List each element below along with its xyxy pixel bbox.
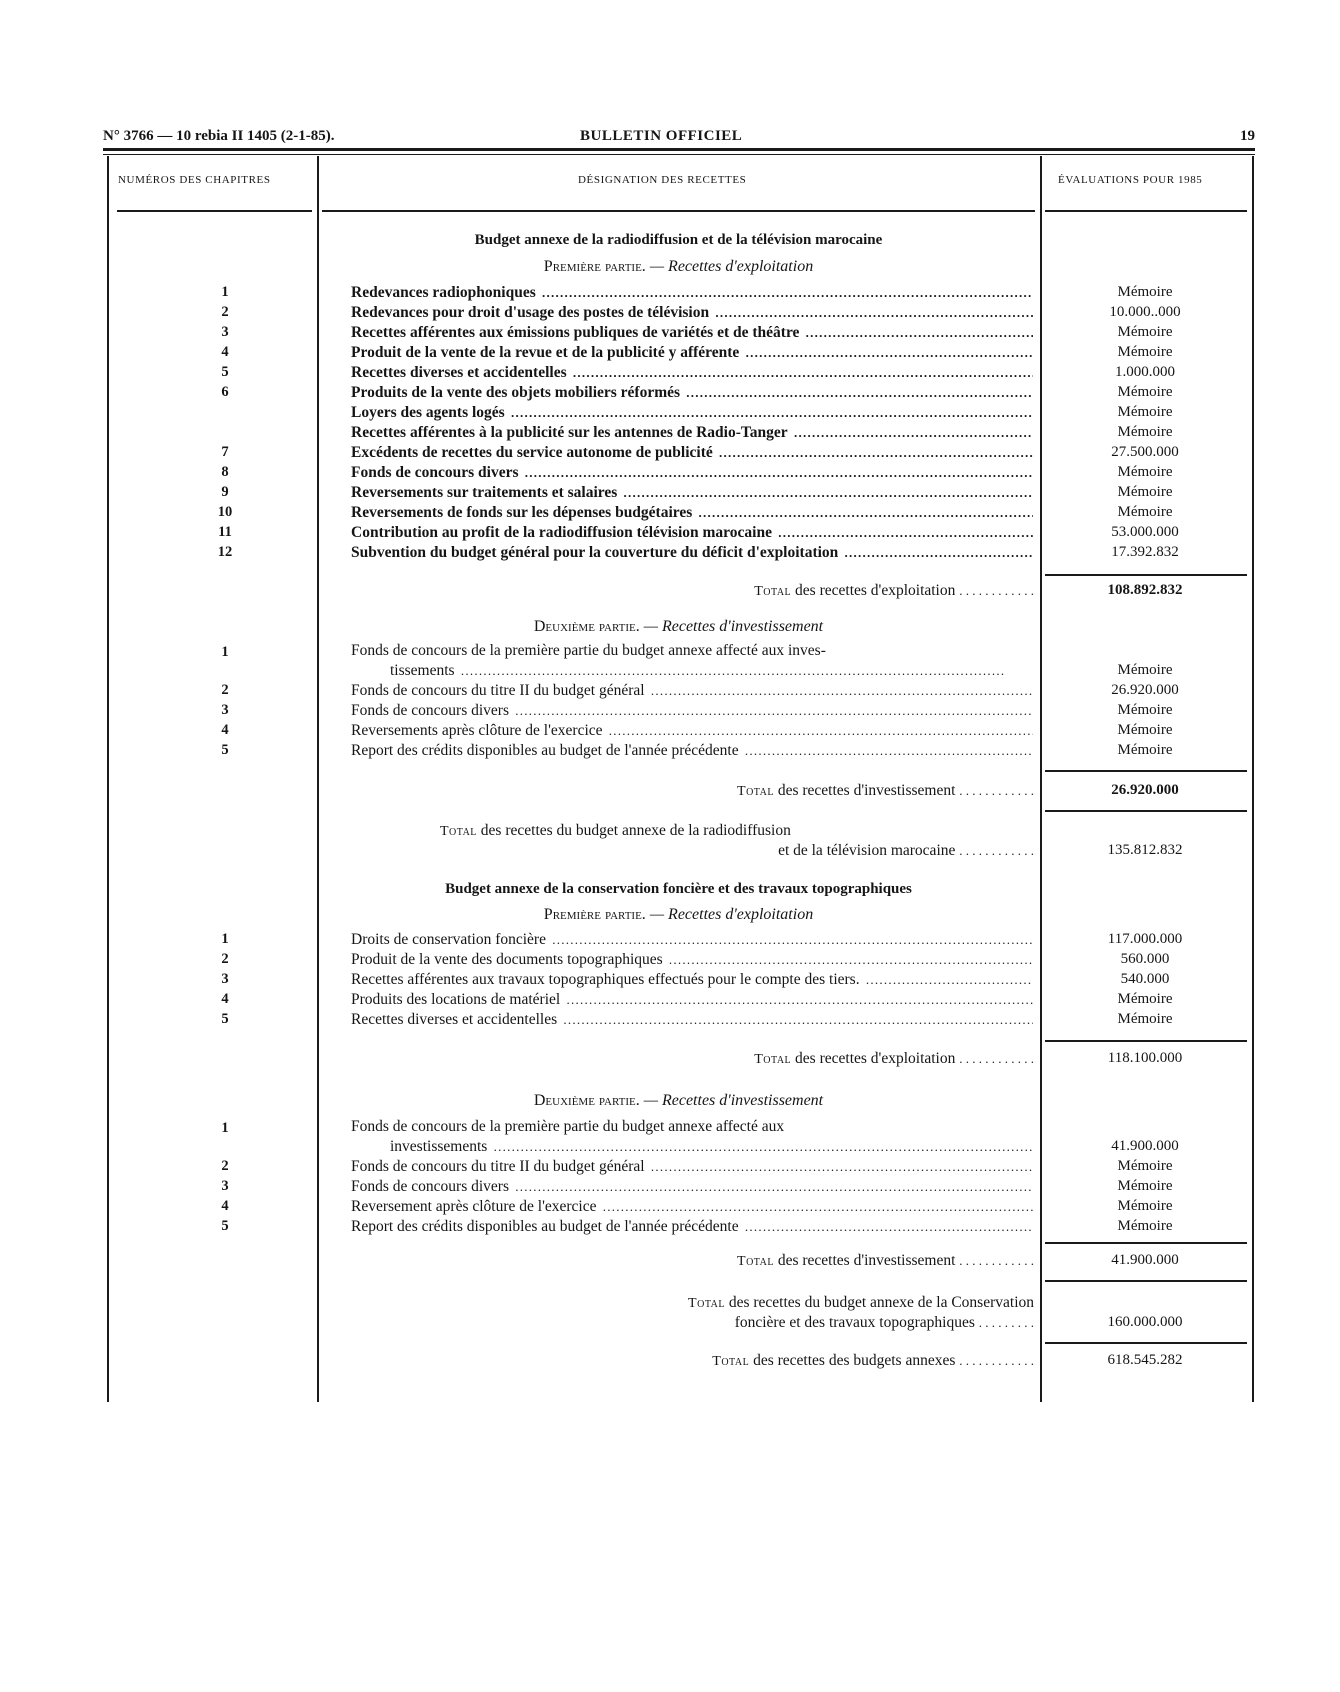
column-header-designation: DÉSIGNATION DES RECETTES <box>578 174 747 186</box>
total-label-sc: Total <box>737 784 774 799</box>
receipt-designation-continued <box>390 662 1033 680</box>
total-label: des recettes d'exploitation <box>795 582 956 599</box>
budget2-part1-heading <box>322 906 1035 924</box>
column-header-evaluation: ÉVALUATIONS POUR 1985 <box>1058 174 1203 186</box>
header-rule-top <box>103 148 1255 151</box>
total-label-sc: Total <box>754 584 792 599</box>
chapter-number: 11 <box>218 524 232 540</box>
budget2-grand-total-line1 <box>688 1294 1034 1312</box>
receipt-label: Fonds de concours divers <box>351 464 523 481</box>
receipt-designation <box>351 742 1033 760</box>
receipt-designation <box>351 304 1033 322</box>
receipt-designation <box>351 504 1033 522</box>
receipt-designation <box>351 1218 1033 1236</box>
receipt-label: Fonds de concours divers <box>351 702 513 719</box>
chapter-number: 2 <box>221 304 229 320</box>
receipt-designation <box>351 682 1033 700</box>
chapter-number: 5 <box>221 1218 229 1234</box>
receipt-designation <box>351 702 1033 720</box>
evaluation-value: Mémoire <box>1117 662 1173 678</box>
total-label: des recettes d'investissement <box>777 1252 956 1269</box>
chapter-number: 8 <box>221 464 229 480</box>
receipt-designation <box>351 642 1033 660</box>
chapter-number: 4 <box>221 722 229 738</box>
budget1-grand-total-line2: et de la télévision marocaine . . . . . . . . . . . . <box>778 842 1034 859</box>
grand-total-text-2: foncière et des travaux topographiques <box>734 1314 975 1331</box>
budget2-grand-total-line2: foncière et des travaux topographiques . . . . . . . . . <box>734 1314 1034 1331</box>
receipt-designation <box>351 364 1033 382</box>
publication-title: BULLETIN OFFICIEL <box>580 128 743 144</box>
receipt-designation <box>351 464 1033 482</box>
header-rule-bottom <box>103 154 1255 155</box>
chapter-number: 1 <box>221 644 229 660</box>
receipt-designation <box>351 344 1033 362</box>
grand-total-text-1: des recettes du budget annexe de la Conservation <box>728 1294 1034 1311</box>
budget1-grand-total-rule <box>1045 810 1247 812</box>
final-total-rule <box>1045 1342 1247 1344</box>
evaluation-value: 560.000 <box>1120 951 1170 967</box>
receipt-designation <box>351 444 1033 462</box>
receipt-label: Fonds de concours divers <box>351 1178 513 1195</box>
receipt-designation-continued <box>390 1138 1033 1156</box>
receipt-label: Produit de la vente de la revue et de la publicité y afférente <box>351 344 743 361</box>
budget1-grand-total-line1 <box>440 822 791 840</box>
evaluation-value: Mémoire <box>1117 384 1173 400</box>
final-total-value: 618.545.282 <box>1107 1352 1183 1368</box>
final-total-label: des recettes des budgets annexes <box>753 1352 956 1369</box>
total-label: des recettes d'exploitation <box>795 1050 956 1067</box>
evaluation-value: 27.500.000 <box>1111 444 1179 460</box>
chapter-number: 5 <box>221 742 229 758</box>
table-left-border <box>107 156 109 1402</box>
evaluation-value: Mémoire <box>1117 504 1173 520</box>
evaluation-value: 41.900.000 <box>1111 1138 1179 1154</box>
budget2-part2-heading <box>322 1092 1035 1110</box>
budget1-part1-heading-sc: Première partie. <box>543 258 646 275</box>
budget1-part2-heading-it: — Recettes d'investissement <box>643 618 824 635</box>
chapter-number: 5 <box>221 1011 229 1027</box>
chapter-number: 2 <box>221 951 229 967</box>
chapter-number: 4 <box>221 991 229 1007</box>
evaluation-value: 540.000 <box>1120 971 1170 987</box>
budget2-grand-total-value: 160.000.000 <box>1107 1314 1183 1330</box>
budget1-part1-total-rule <box>1045 574 1247 576</box>
total-label-sc: Total <box>737 1254 774 1269</box>
chapter-number: 1 <box>221 931 229 947</box>
receipt-label: Reversement après clôture de l'exercice <box>351 1198 601 1215</box>
receipt-label: Fonds de concours du titre II du budget général <box>351 1158 649 1175</box>
receipt-designation <box>351 384 1033 402</box>
receipt-label: Fonds de concours du titre II du budget général <box>351 682 649 699</box>
receipt-label: Fonds de concours de la première partie du budget annexe affecté aux inves- <box>351 642 830 659</box>
chapter-number: 3 <box>221 971 229 987</box>
budget2-title: Budget annexe de la conservation foncière et des travaux topographiques <box>445 881 912 897</box>
budget1-title: Budget annexe de la radiodiffusion et de la télévision marocaine <box>474 232 883 248</box>
total-label-sc: Total <box>440 824 477 839</box>
budget1-part2-heading-sc: Deuxième partie. <box>533 618 640 635</box>
receipt-label: Recettes afférentes aux travaux topographiques effectués pour le compte des tiers. <box>351 971 864 988</box>
budget2-part1-total-rule <box>1045 1040 1247 1042</box>
evaluation-value: 17.392.832 <box>1111 544 1179 560</box>
issue-reference: N° 3766 — 10 rebia II 1405 (2-1-85). <box>103 128 335 144</box>
budget2-part1-heading-it: — Recettes d'exploitation <box>649 906 814 923</box>
evaluation-value: Mémoire <box>1117 1178 1173 1194</box>
grand-total-text-1: des recettes du budget annexe de la radiodiffusion <box>480 822 791 839</box>
receipt-label: Droits de conservation foncière <box>351 931 550 948</box>
evaluation-value: 1.000.000 <box>1115 364 1175 380</box>
receipt-designation <box>351 722 1033 740</box>
receipt-designation <box>351 931 1033 949</box>
chapter-number: 9 <box>221 484 229 500</box>
budget2-part2-total-rule <box>1045 1242 1247 1244</box>
budget1-part1-total: Total des recettes d'exploitation . . . . . . . . . . . . <box>754 582 1034 599</box>
final-total: Total des recettes des budgets annexes . . . . . . . . . . . . <box>712 1352 1034 1369</box>
chapter-number: 4 <box>221 1198 229 1214</box>
receipt-label: Produits de la vente des objets mobiliers réformés <box>351 384 684 401</box>
receipt-designation <box>351 484 1033 502</box>
receipt-designation <box>351 324 1033 342</box>
table-right-border <box>1252 156 1254 1402</box>
budget2-part2-heading-sc: Deuxième partie. <box>533 1092 640 1109</box>
receipt-designation <box>351 991 1033 1009</box>
receipt-designation <box>351 404 1033 422</box>
chapter-number: 2 <box>221 1158 229 1174</box>
chapter-number: 10 <box>217 504 233 520</box>
column-header-underline-3 <box>1045 210 1247 212</box>
evaluation-value: 117.000.000 <box>1107 931 1183 947</box>
receipt-label: Excédents de recettes du service autonome de publicité <box>351 444 717 461</box>
chapter-number: 12 <box>217 544 233 560</box>
total-label-sc: Total <box>712 1354 750 1369</box>
receipt-designation <box>351 284 1033 302</box>
receipt-label: Contribution au profit de la radiodiffusion télévision marocaine <box>351 524 776 541</box>
budget2-part1-total: Total des recettes d'exploitation . . . . . . . . . . . . <box>754 1050 1034 1067</box>
evaluation-value: Mémoire <box>1117 284 1173 300</box>
budget1-part2-total-rule <box>1045 770 1247 772</box>
receipt-designation <box>351 951 1033 969</box>
chapter-number: 1 <box>221 284 229 300</box>
receipt-label: Produit de la vente des documents topographiques <box>351 951 667 968</box>
receipt-label: Reversements après clôture de l'exercice <box>351 722 607 739</box>
chapter-number: 6 <box>221 384 229 400</box>
receipt-designation <box>351 1178 1033 1196</box>
evaluation-value: Mémoire <box>1117 1198 1173 1214</box>
column-header-chapters: NUMÉROS DES CHAPITRES <box>118 174 271 186</box>
receipt-label-continued: tissements <box>390 662 459 679</box>
evaluation-value: Mémoire <box>1117 464 1173 480</box>
chapter-number: 4 <box>221 344 229 360</box>
budget2-part2-heading-it: — Recettes d'investissement <box>643 1092 824 1109</box>
chapter-number: 1 <box>221 1120 229 1136</box>
receipt-designation <box>351 544 1033 562</box>
receipt-label: Reversements sur traitements et salaires <box>351 484 621 501</box>
receipt-label-continued: investissements <box>390 1138 491 1155</box>
receipt-designation <box>351 524 1033 542</box>
evaluation-value: 10.000..000 <box>1109 304 1181 320</box>
receipt-label: Produits des locations de matériel <box>351 991 564 1008</box>
evaluation-value: Mémoire <box>1117 324 1173 340</box>
evaluation-value: Mémoire <box>1117 1158 1173 1174</box>
total-label-sc: Total <box>688 1296 725 1311</box>
budget1-part1-heading-it: — Recettes d'exploitation <box>649 258 814 275</box>
column-header-underline-2 <box>322 210 1035 212</box>
budget1-part1-heading <box>322 258 1035 276</box>
receipt-designation <box>351 971 1033 989</box>
evaluation-value: Mémoire <box>1117 404 1173 420</box>
budget1-part2-total: Total des recettes d'investissement . . . . . . . . . . . . <box>737 782 1034 799</box>
evaluation-value: Mémoire <box>1117 1218 1173 1234</box>
column-header-underline-1 <box>117 210 312 212</box>
budget2-part2-total: Total des recettes d'investissement . . . . . . . . . . . . <box>737 1252 1034 1269</box>
evaluation-value: Mémoire <box>1117 702 1173 718</box>
evaluation-value: Mémoire <box>1117 484 1173 500</box>
receipt-label: Fonds de concours de la première partie du budget annexe affecté aux <box>351 1118 788 1135</box>
chapter-number: 2 <box>221 682 229 698</box>
grand-total-text-2: et de la télévision marocaine <box>778 842 956 859</box>
receipt-label: Recettes diverses et accidentelles <box>351 1011 561 1028</box>
evaluation-value: Mémoire <box>1117 424 1173 440</box>
chapter-number: 3 <box>221 702 229 718</box>
receipt-label: Subvention du budget général pour la couverture du déficit d'exploitation <box>351 544 842 561</box>
receipt-label: Recettes afférentes à la publicité sur les antennes de Radio-Tanger <box>351 424 792 441</box>
budget1-grand-total-value: 135.812.832 <box>1107 842 1183 858</box>
budget2-part2-total-value: 41.900.000 <box>1111 1252 1179 1268</box>
budget2-part1-total-value: 118.100.000 <box>1107 1050 1183 1066</box>
receipt-label: Recettes afférentes aux émissions publiques de variétés et de théâtre <box>351 324 803 341</box>
receipt-designation <box>351 424 1033 442</box>
receipt-label: Reversements de fonds sur les dépenses budgétaires <box>351 504 696 521</box>
evaluation-value: Mémoire <box>1117 722 1173 738</box>
budget2-grand-total-rule <box>1045 1280 1247 1282</box>
budget2-part1-heading-sc: Première partie. <box>543 906 646 923</box>
receipt-designation <box>351 1158 1033 1176</box>
evaluation-value: Mémoire <box>1117 1011 1173 1027</box>
receipt-label: Redevances pour droit d'usage des postes de télévision <box>351 304 713 321</box>
budget1-part2-heading <box>322 618 1035 636</box>
total-label-sc: Total <box>754 1052 792 1067</box>
chapter-number: 3 <box>221 324 229 340</box>
receipt-designation <box>351 1198 1033 1216</box>
receipt-label: Report des crédits disponibles au budget de l'année précédente <box>351 1218 743 1235</box>
evaluation-value: Mémoire <box>1117 344 1173 360</box>
receipt-label: Loyers des agents logés <box>351 404 509 421</box>
chapter-number: 7 <box>221 444 229 460</box>
column-divider-1 <box>317 156 319 1402</box>
total-label: des recettes d'investissement <box>777 782 956 799</box>
evaluation-value: 53.000.000 <box>1111 524 1179 540</box>
chapter-number: 3 <box>221 1178 229 1194</box>
budget1-part1-total-value: 108.892.832 <box>1107 582 1183 598</box>
evaluation-value: 26.920.000 <box>1111 682 1179 698</box>
column-divider-2 <box>1040 156 1042 1402</box>
receipt-label: Report des crédits disponibles au budget de l'année précédente <box>351 742 743 759</box>
receipt-label: Recettes diverses et accidentelles <box>351 364 571 381</box>
receipt-designation <box>351 1011 1033 1029</box>
receipt-label: Redevances radiophoniques <box>351 284 540 301</box>
page-number: 19 <box>1240 128 1255 144</box>
evaluation-value: Mémoire <box>1117 991 1173 1007</box>
receipt-designation <box>351 1118 1033 1136</box>
chapter-number: 5 <box>221 364 229 380</box>
budget1-part2-total-value: 26.920.000 <box>1111 782 1179 798</box>
evaluation-value: Mémoire <box>1117 742 1173 758</box>
